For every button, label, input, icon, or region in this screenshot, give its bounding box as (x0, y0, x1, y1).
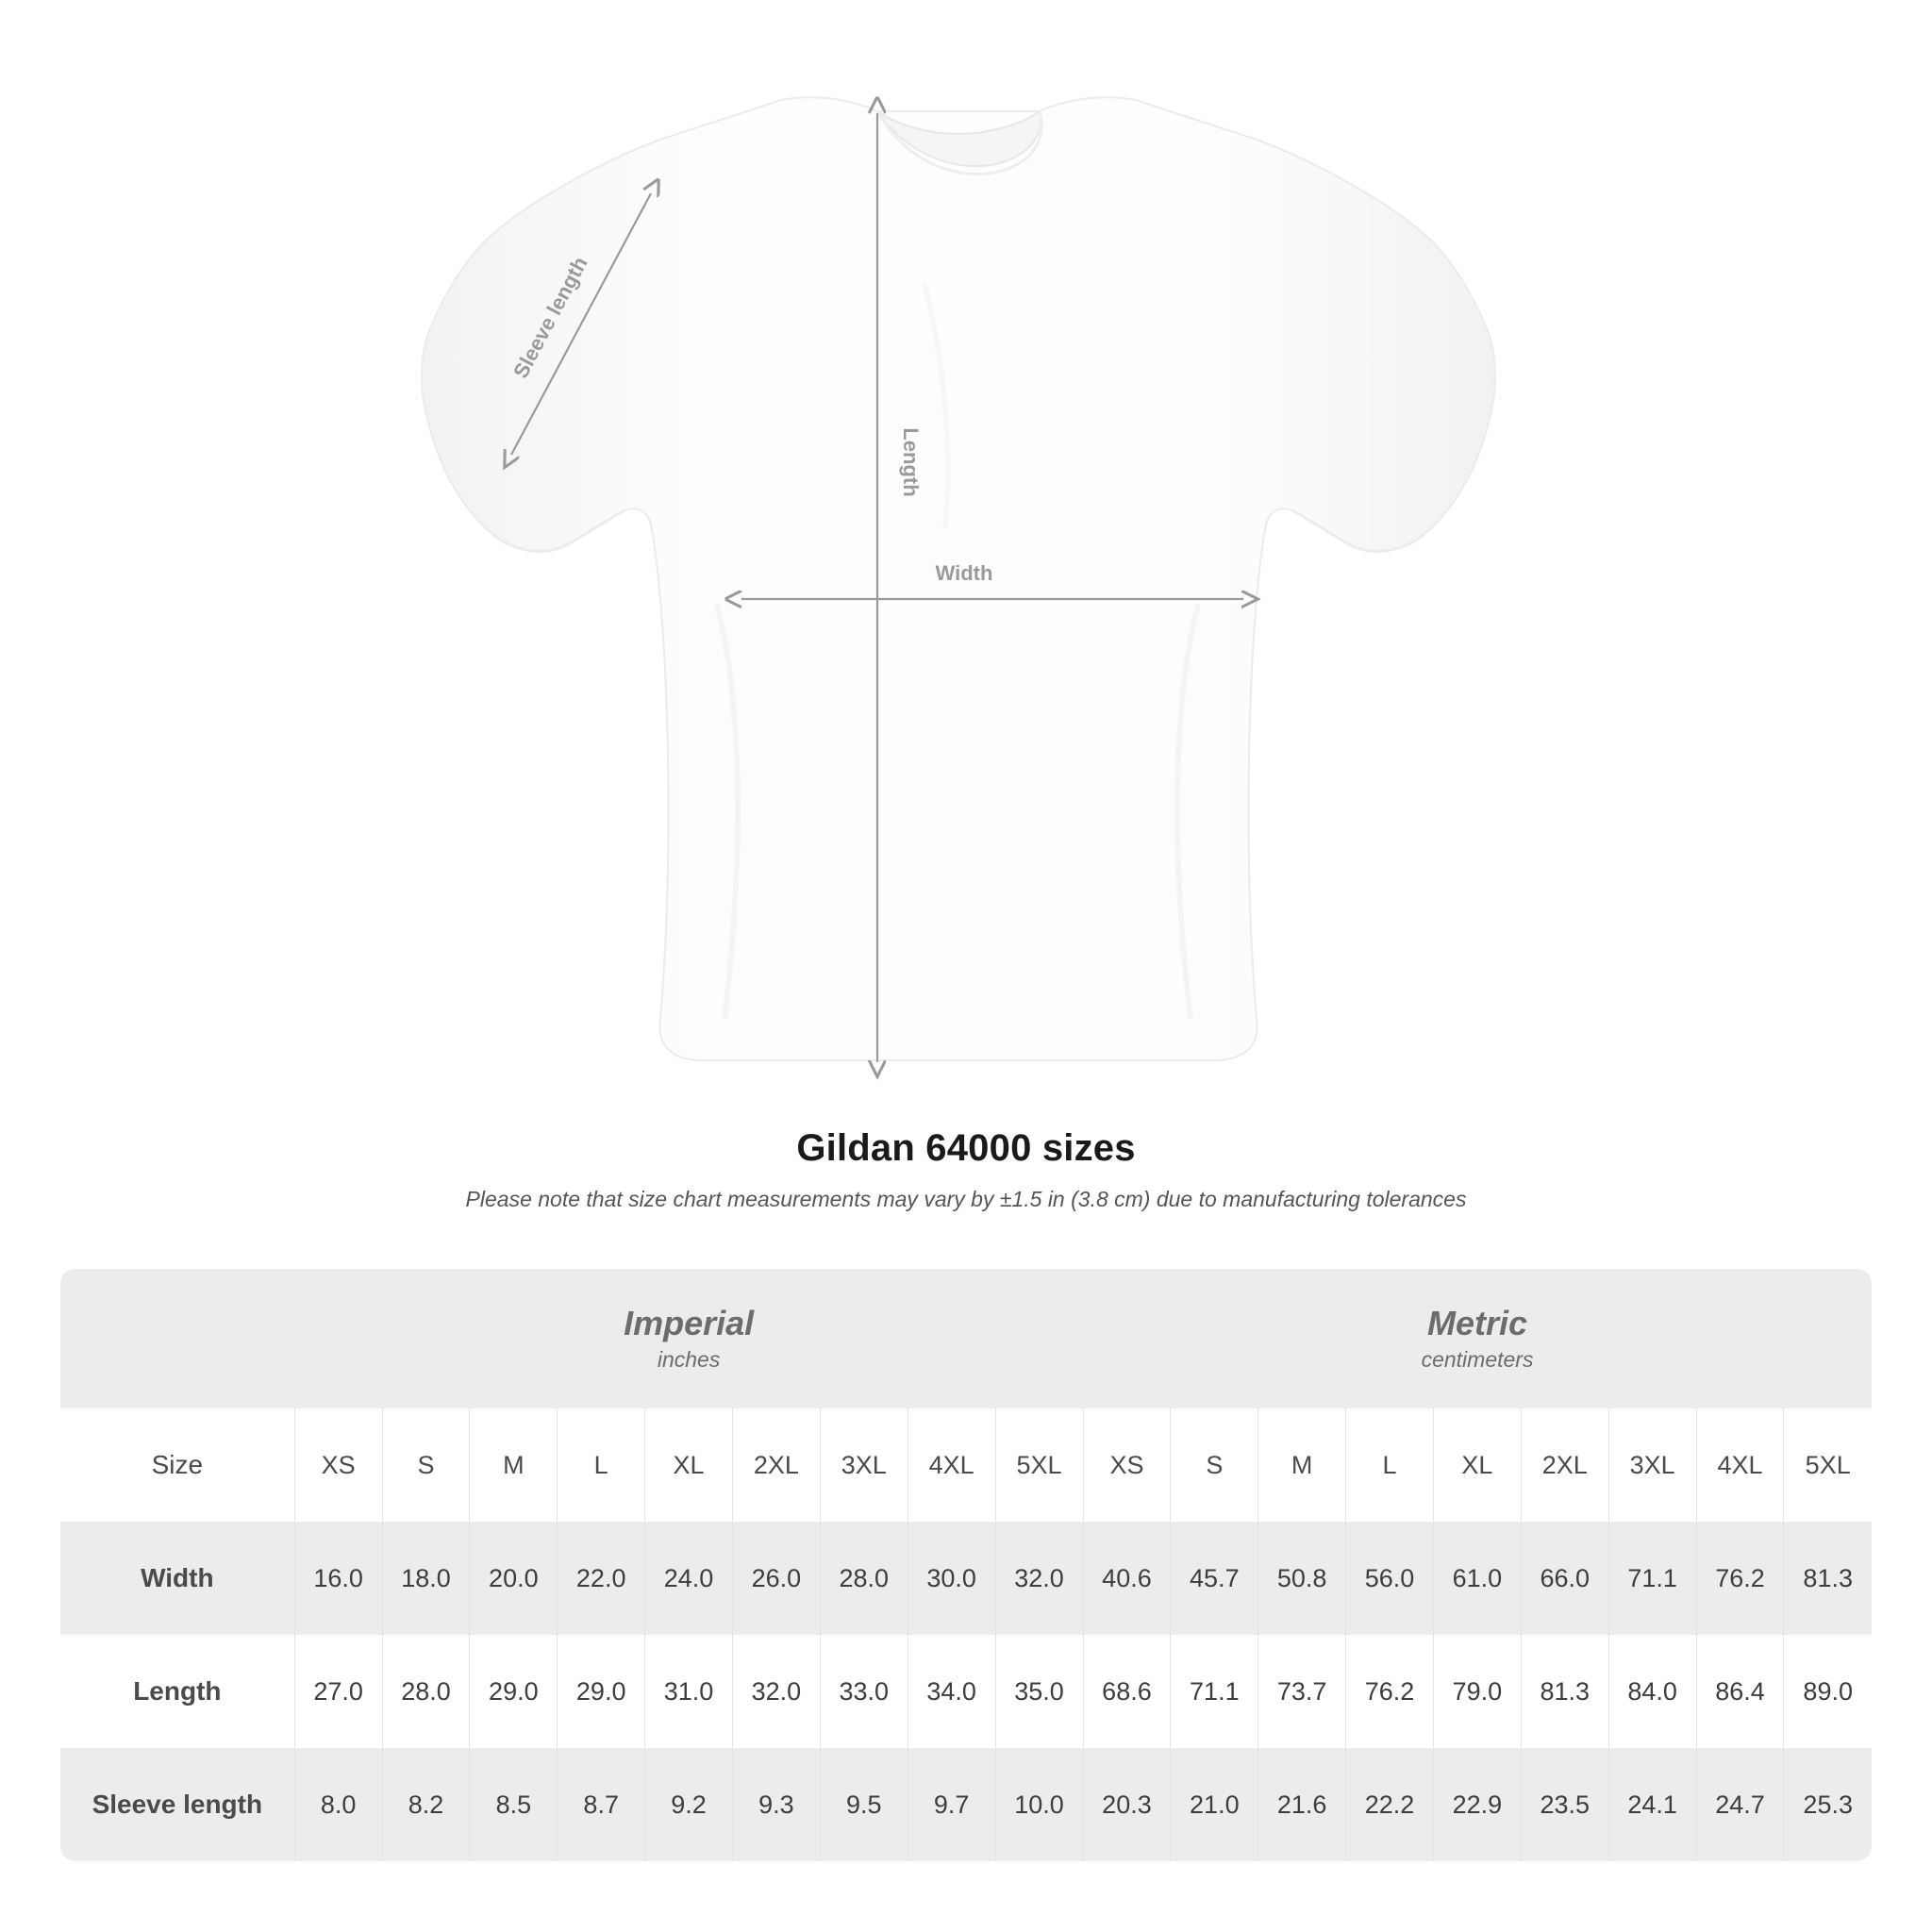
size-header-cell: XL (1433, 1408, 1521, 1522)
metric-unit-sub: centimeters (1421, 1347, 1534, 1373)
sleeve-length-label-text: Sleeve length (508, 252, 592, 382)
imperial-unit-header (294, 1269, 1083, 1408)
data-cell: 30.0 (908, 1522, 995, 1635)
data-cell: 45.7 (1171, 1522, 1258, 1635)
size-row-label: Size (60, 1408, 294, 1522)
data-cell: 22.9 (1433, 1748, 1521, 1861)
data-cell: 73.7 (1258, 1635, 1346, 1748)
data-cell: 9.3 (732, 1748, 820, 1861)
data-cell: 32.0 (732, 1635, 820, 1748)
table-row (60, 1748, 1872, 1861)
size-header-cell: L (1346, 1408, 1434, 1522)
data-cell: 26.0 (732, 1522, 820, 1635)
data-cell: 25.3 (1784, 1748, 1872, 1861)
data-cell: 8.7 (558, 1748, 645, 1861)
row-label-width: Width (60, 1522, 294, 1635)
data-cell: 29.0 (558, 1635, 645, 1748)
tolerance-note: Please note that size chart measurements may vary by ±1.5 in (3.8 cm) due to manufacturing tolerances (465, 1187, 1467, 1211)
data-cell: 81.3 (1521, 1635, 1608, 1748)
metric-unit-header (1083, 1269, 1872, 1408)
data-cell: 40.6 (1083, 1522, 1171, 1635)
size-table-wrap (60, 1269, 1872, 1861)
data-cell: 66.0 (1521, 1522, 1608, 1635)
data-cell: 86.4 (1696, 1635, 1784, 1748)
table-row (60, 1635, 1872, 1748)
data-cell: 56.0 (1346, 1522, 1434, 1635)
size-header-row (60, 1408, 1872, 1522)
size-header-cell: 4XL (908, 1408, 995, 1522)
data-cell: 9.7 (908, 1748, 995, 1861)
page-title: Gildan 64000 sizes (796, 1127, 1136, 1169)
data-cell: 24.0 (645, 1522, 733, 1635)
data-cell: 20.3 (1083, 1748, 1171, 1861)
data-cell: 8.5 (470, 1748, 558, 1861)
data-cell: 33.0 (820, 1635, 908, 1748)
data-cell: 24.7 (1696, 1748, 1784, 1861)
size-header-cell: 4XL (1696, 1408, 1784, 1522)
size-header-cell: 2XL (732, 1408, 820, 1522)
data-cell: 31.0 (645, 1635, 733, 1748)
size-header-cell: 5XL (1784, 1408, 1872, 1522)
size-header-cell: XS (294, 1408, 382, 1522)
data-cell: 71.1 (1171, 1635, 1258, 1748)
row-label-length: Length (60, 1635, 294, 1748)
metric-unit-name: Metric (1427, 1304, 1528, 1343)
row-label-sleeve-length: Sleeve length (60, 1748, 294, 1861)
size-header-cell: 5XL (995, 1408, 1083, 1522)
title-block (0, 1127, 1932, 1212)
data-cell: 68.6 (1083, 1635, 1171, 1748)
data-cell: 29.0 (470, 1635, 558, 1748)
data-cell: 9.5 (820, 1748, 908, 1861)
unit-header-row (60, 1269, 1872, 1408)
data-cell: 8.0 (294, 1748, 382, 1861)
size-header-cell: M (1258, 1408, 1346, 1522)
size-header-cell: S (1171, 1408, 1258, 1522)
size-header-cell: 2XL (1521, 1408, 1608, 1522)
data-cell: 81.3 (1784, 1522, 1872, 1635)
data-cell: 71.1 (1608, 1522, 1696, 1635)
data-cell: 8.2 (382, 1748, 470, 1861)
size-header-cell: XL (645, 1408, 733, 1522)
data-cell: 20.0 (470, 1522, 558, 1635)
data-cell: 79.0 (1433, 1635, 1521, 1748)
data-cell: 84.0 (1608, 1635, 1696, 1748)
data-cell: 24.1 (1608, 1748, 1696, 1861)
data-cell: 22.0 (558, 1522, 645, 1635)
data-cell: 21.6 (1258, 1748, 1346, 1861)
size-header-cell: 3XL (820, 1408, 908, 1522)
data-cell: 76.2 (1696, 1522, 1784, 1635)
data-cell: 34.0 (908, 1635, 995, 1748)
data-cell: 76.2 (1346, 1635, 1434, 1748)
data-cell: 89.0 (1784, 1635, 1872, 1748)
data-cell: 32.0 (995, 1522, 1083, 1635)
length-label (899, 427, 923, 496)
size-header-cell: 3XL (1608, 1408, 1696, 1522)
size-header-cell: XS (1083, 1408, 1171, 1522)
table-row (60, 1522, 1872, 1635)
data-cell: 9.2 (645, 1748, 733, 1861)
data-cell: 21.0 (1171, 1748, 1258, 1861)
size-header-cell: M (470, 1408, 558, 1522)
size-table (60, 1269, 1872, 1861)
data-cell: 61.0 (1433, 1522, 1521, 1635)
imperial-unit-sub: inches (657, 1347, 721, 1373)
size-header-cell: S (382, 1408, 470, 1522)
data-cell: 10.0 (995, 1748, 1083, 1861)
imperial-unit-name: Imperial (624, 1304, 755, 1343)
width-label-text: Width (935, 561, 993, 585)
data-cell: 50.8 (1258, 1522, 1346, 1635)
data-cell: 16.0 (294, 1522, 382, 1635)
data-cell: 18.0 (382, 1522, 470, 1635)
length-label-text: Length (899, 427, 923, 497)
data-cell: 22.2 (1346, 1748, 1434, 1861)
data-cell: 23.5 (1521, 1748, 1608, 1861)
data-cell: 28.0 (820, 1522, 908, 1635)
data-cell: 27.0 (294, 1635, 382, 1748)
size-header-cell: L (558, 1408, 645, 1522)
data-cell: 35.0 (995, 1635, 1083, 1748)
data-cell: 28.0 (382, 1635, 470, 1748)
table-corner-cell (60, 1269, 294, 1408)
